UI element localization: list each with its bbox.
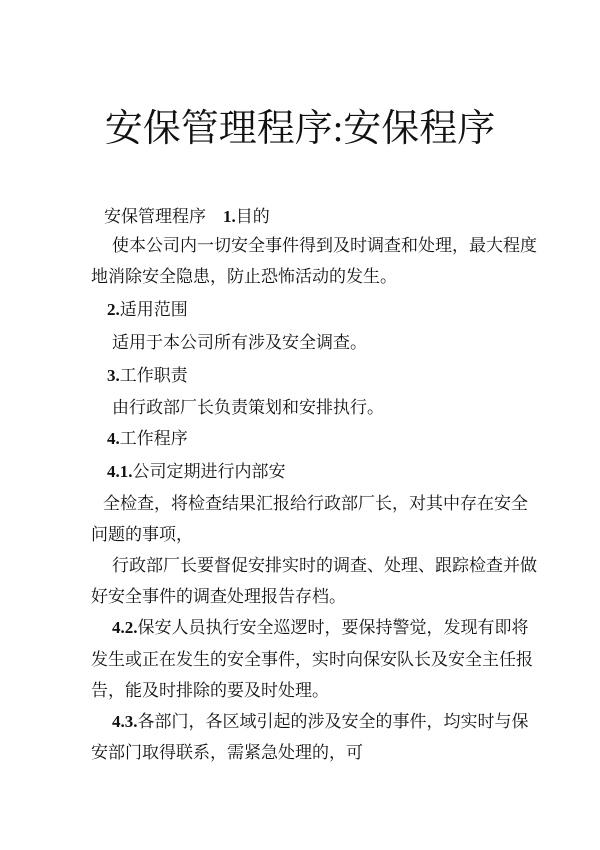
section-heading-text: 工作职责	[119, 366, 188, 385]
doc-name: 安保管理程序	[104, 207, 223, 226]
section-heading	[107, 428, 188, 450]
paragraph-line: 适用于本公司所有涉及安全调查。	[112, 333, 367, 352]
paragraph-line	[107, 461, 286, 483]
paragraph-line: 安部门取得联系，需紧急处理的，可	[91, 743, 363, 762]
paragraph-line	[112, 617, 529, 639]
document-title: 安保管理程序:安保程序	[104, 108, 496, 150]
section-number: 3.	[107, 366, 120, 385]
paragraph-line: 好安全事件的调查处理报告存档。	[91, 587, 346, 606]
section-number: 4.1.	[107, 462, 133, 481]
paragraph-line: 使本公司内一切安全事件得到及时调查和处理，最大程度	[112, 236, 537, 255]
paragraph-line: 地消除安全隐患，防止恐怖活动的发生。	[91, 267, 397, 286]
section-heading-text: 适用范围	[119, 300, 188, 319]
paragraph-line: 由行政部厂长负责策划和安排执行。	[112, 398, 384, 417]
paragraph-text: 公司定期进行内部安	[132, 462, 286, 481]
section-heading: 目的	[235, 207, 270, 226]
section-heading	[107, 299, 188, 321]
paragraph-line: 行政部厂长要督促安排实时的调查、处理、跟踪检查并做	[112, 556, 537, 575]
paragraph-line: 问题的事项，	[91, 525, 193, 544]
paragraph-line: 全检查，将检查结果汇报给行政部厂长，对其中存在安全	[103, 494, 528, 513]
paragraph-line	[112, 711, 529, 733]
section-heading	[107, 365, 188, 387]
paragraph-text: 各部门，各区域引起的涉及安全的事件，均实时与保	[137, 712, 529, 731]
section-heading-text: 工作程序	[119, 429, 188, 448]
paragraph-text: 保安人员执行安全巡逻时，要保持警觉，发现有即将	[137, 618, 529, 637]
intro-line	[104, 206, 270, 228]
section-number: 4.	[107, 429, 120, 448]
section-number: 1.	[223, 207, 236, 226]
paragraph-line: 发生或正在发生的安全事件，实时向保安队长及安全主任报	[91, 650, 533, 669]
paragraph-line: 告，能及时排除的要及时处理。	[91, 681, 329, 700]
section-number: 4.2.	[112, 618, 138, 637]
section-number: 4.3.	[112, 712, 138, 731]
section-number: 2.	[107, 300, 120, 319]
